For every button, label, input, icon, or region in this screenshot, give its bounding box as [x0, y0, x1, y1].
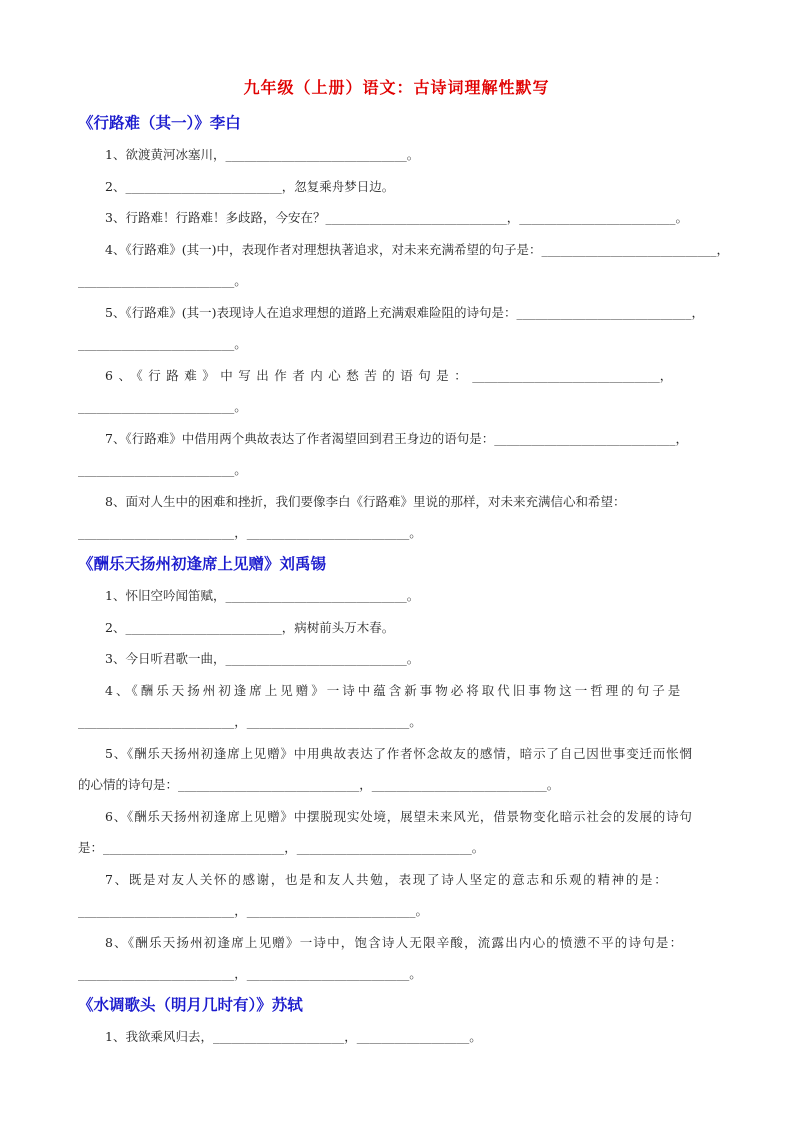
question-1-7-line-1 — [78, 423, 715, 455]
section-questions-xinglunan — [78, 139, 729, 549]
answer-blank: _________________________ — [78, 903, 235, 918]
question-text: 的心情的诗句是： — [78, 777, 179, 792]
answer-blank: _____________________________ — [103, 840, 285, 855]
question-text: 。 — [234, 273, 247, 288]
question-3-1-line-1 — [78, 1021, 715, 1053]
question-text: 。 — [546, 777, 560, 792]
question-text: 。 — [415, 903, 429, 918]
question-text: 5、《行路难》(其一)表现诗人在追求理想的道路上充满艰难险阻的诗句是： — [105, 304, 517, 320]
answer-blank: ______________________________ — [472, 367, 660, 383]
answer-blank: _________________________ — [125, 178, 282, 194]
question-text: 8、《酬乐天扬州初逢席上见赠》一诗中，饱含诗人无限辛酸，流露出内心的愤懑不平的诗句是： — [105, 934, 684, 950]
answer-blank: __________________________ — [246, 714, 410, 729]
question-text: 。 — [409, 714, 422, 729]
question-text: 。 — [409, 525, 422, 540]
question-1-6-line-1 — [78, 360, 715, 392]
question-2-4-line-2 — [78, 706, 715, 738]
question-text: 是： — [78, 840, 104, 855]
question-text: 8、面对人生中的困难和挫折，我们要像李白《行路难》里说的那样，对未来充满信心和希望： — [105, 493, 626, 509]
question-text: 3、今日听君歌一曲， — [105, 651, 226, 666]
question-text: 1、我欲乘风归去， — [105, 1029, 213, 1044]
answer-blank: _________________________ — [78, 336, 235, 351]
question-text: 。 — [234, 399, 247, 414]
answer-blank: _________________________ — [519, 210, 676, 225]
answer-blank: _____________________________ — [494, 430, 676, 446]
question-2-7-line-1 — [78, 864, 715, 896]
question-2-1-line-1 — [78, 580, 715, 612]
question-text: 2、 — [105, 178, 126, 194]
question-text: 。 — [406, 147, 420, 162]
question-1-6-line-2 — [78, 391, 715, 423]
question-text: ， — [359, 777, 372, 792]
question-text: 。 — [675, 210, 688, 225]
question-text: 2、 — [105, 619, 126, 635]
question-text: ， — [234, 903, 247, 918]
question-text: 。 — [406, 588, 420, 603]
question-text: ， — [344, 1029, 357, 1044]
question-2-6-line-2 — [78, 832, 715, 864]
answer-blank: _____________________________ — [178, 777, 360, 792]
question-text: ， — [659, 367, 673, 383]
answer-blank: __________________ — [356, 1029, 470, 1044]
question-1-8-line-2 — [78, 517, 715, 549]
question-2-4-line-1 — [78, 675, 715, 707]
question-text: 1、欲渡黄河冰塞川， — [105, 147, 226, 162]
question-text: 。 — [471, 840, 485, 855]
answer-blank: _____________________ — [212, 1029, 345, 1044]
question-text: 7、《行路难》中借用两个典故表达了作者渴望回到君王身边的语句是： — [105, 430, 495, 446]
question-text: 3、行路难！行路难！多歧路，今安在？ — [105, 210, 326, 225]
answer-blank: _________________________ — [78, 525, 235, 540]
answer-blank: _________________________ — [78, 462, 235, 477]
question-1-4-line-1 — [78, 234, 729, 266]
question-text: 。 — [406, 651, 420, 666]
question-text: 。 — [469, 1029, 482, 1044]
question-text: 6、《酬乐天扬州初逢席上见赠》中摆脱现实处境，展望未来风光，借景物变化暗示社会的发展的诗句 — [105, 808, 693, 824]
section-xinglunan — [78, 108, 729, 549]
question-text: 。 — [234, 462, 247, 477]
question-text: ， — [234, 525, 247, 540]
question-text: ， — [716, 241, 729, 257]
answer-blank: _________________________ — [78, 273, 235, 288]
question-2-7-line-2 — [78, 895, 715, 927]
section-heading-shuidiaogetou: 《水调歌头（明月几时有）》苏轼 — [78, 995, 303, 1014]
question-1-8-line-1 — [78, 486, 715, 518]
question-text: 4、《酬乐天扬州初逢席上见赠》一诗中蕴含新事物必将取代旧事物这一哲理的句子是 — [105, 682, 684, 698]
question-text: 7、既是对友人关怀的感谢，也是和友人共勉，表现了诗人坚定的意志和乐观的精神的是： — [105, 871, 669, 887]
question-2-8-line-1 — [78, 927, 715, 959]
answer-blank: ____________________________ — [296, 840, 472, 855]
answer-blank: _____________________________ — [225, 147, 407, 162]
question-text: ， — [506, 210, 520, 225]
question-text: ，忽复乘舟梦日边。 — [281, 178, 395, 194]
question-text: ， — [675, 430, 688, 446]
answer-blank: ___________________________ — [246, 903, 416, 918]
question-text: 。 — [409, 966, 422, 981]
answer-blank: _____________________________ — [225, 588, 407, 603]
answer-blank: ____________________________ — [516, 304, 692, 320]
question-2-2-line-1 — [78, 612, 715, 644]
question-text: 。 — [234, 336, 247, 351]
question-1-2-line-1 — [78, 171, 715, 203]
section-shuidiaogetou — [78, 990, 715, 1053]
question-2-5-line-1 — [78, 738, 715, 770]
section-questions-shuidiaogetou — [78, 1021, 715, 1053]
question-text: 4、《行路难》(其一)中，表现作者对理想执著追求，对未来充满希望的句子是： — [105, 241, 542, 257]
question-text: ， — [234, 966, 247, 981]
question-1-4-line-2 — [78, 265, 715, 297]
question-1-7-line-2 — [78, 454, 715, 486]
question-text: ， — [234, 714, 247, 729]
question-1-1-line-1 — [78, 139, 715, 171]
page-title: 九年级（上册）语文：古诗词理解性默写 — [243, 78, 550, 97]
answer-blank: _____________________________ — [225, 651, 407, 666]
question-2-6-line-1 — [78, 801, 715, 833]
question-1-5-line-1 — [78, 297, 715, 329]
question-text: 5、《酬乐天扬州初逢席上见赠》中用典故表达了作者怀念故友的感情，暗示了自己因世事变迁而怅惘 — [105, 745, 693, 761]
section-heading-chouletian: 《酬乐天扬州初逢席上见赠》刘禹锡 — [78, 554, 327, 573]
answer-blank: __________________________ — [246, 525, 410, 540]
answer-blank: ____________________________ — [541, 241, 717, 257]
question-2-5-line-2 — [78, 769, 715, 801]
answer-blank: _________________________ — [78, 966, 235, 981]
question-2-3-line-1 — [78, 643, 715, 675]
answer-blank: _________________________ — [125, 619, 282, 635]
question-text: ， — [691, 304, 704, 320]
answer-blank: _________________________ — [78, 714, 235, 729]
question-text: 6、《行路难》中写出作者内心愁苦的语句是： — [105, 367, 473, 383]
answer-blank: ____________________________ — [371, 777, 547, 792]
question-text: 1、怀旧空吟闻笛赋， — [105, 588, 226, 603]
answer-blank: __________________________ — [246, 966, 410, 981]
answer-blank: _________________________ — [78, 399, 235, 414]
answer-blank: _____________________________ — [325, 210, 507, 225]
question-text: ，病树前头万木春。 — [281, 619, 395, 635]
section-questions-chouletian — [78, 580, 715, 990]
section-heading-xinglunan: 《行路难（其一）》李白 — [78, 113, 241, 132]
question-1-3-line-1 — [78, 202, 715, 234]
question-2-8-line-2 — [78, 958, 715, 990]
question-text: ， — [284, 840, 297, 855]
question-1-5-line-2 — [78, 328, 715, 360]
section-chouletian — [78, 549, 715, 990]
